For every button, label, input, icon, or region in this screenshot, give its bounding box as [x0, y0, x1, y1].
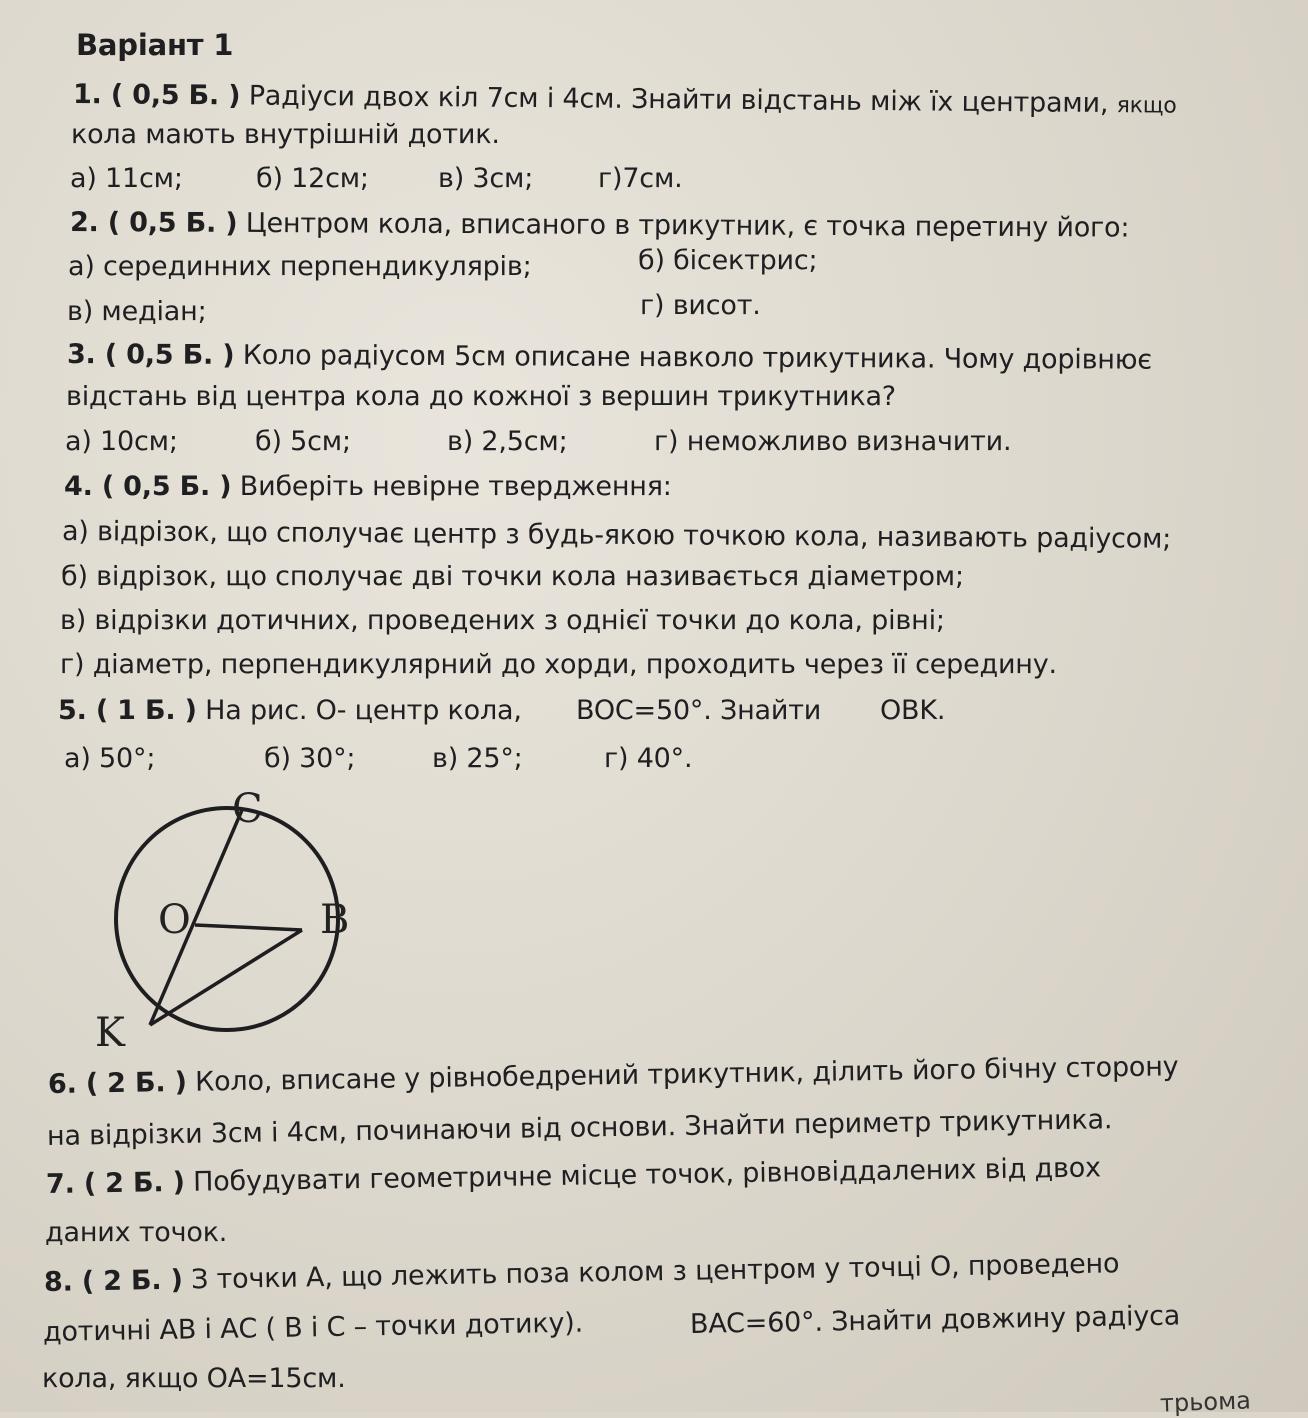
question-5-angle-given: BOC=50°. Знайти	[576, 695, 822, 726]
point-label-c: C	[232, 786, 263, 832]
point-label-o: O	[158, 897, 191, 943]
question-5-line-1	[58, 694, 522, 728]
question-5-option-b: б) 30°;	[264, 743, 356, 774]
question-8-text: З точки А, що лежить поза колом з центром у точці О, проведено	[190, 1248, 1120, 1296]
question-1-text: Радіуси двох кіл 7см і 4см. Знайти відстань між їх центрами,	[248, 80, 1109, 120]
question-5-text: На рис. О- центр кола,	[205, 695, 522, 726]
question-8-line-1	[44, 1247, 1120, 1300]
question-7-text: Побудувати геометричне місце точок, рівновіддалених від двох	[192, 1152, 1102, 1198]
question-3-number: 3. ( 0,5 Б. )	[66, 339, 235, 371]
point-label-b: B	[320, 897, 350, 943]
question-4-option-a: а) відрізок, що сполучає центр з будь-якою точкою кола, називають радіусом;	[61, 516, 1172, 555]
cut-off-text: трьома	[1159, 1386, 1252, 1418]
question-1-text-end: якщо	[1116, 93, 1177, 119]
question-5-angle-find: OBK.	[880, 695, 946, 726]
question-5-number: 5. ( 1 Б. )	[58, 695, 197, 726]
segment-ob	[195, 925, 302, 930]
question-4-line-1	[64, 470, 672, 504]
question-2-option-c: в) медіан;	[67, 296, 207, 327]
question-3-option-a: а) 10см;	[65, 426, 178, 457]
question-4-number: 4. ( 0,5 Б. )	[64, 471, 232, 502]
question-2-option-d: г) висот.	[640, 290, 761, 321]
question-2-number: 2. ( 0,5 Б. )	[69, 207, 238, 239]
question-2-option-a: а) серединних перпендикулярів;	[68, 251, 532, 282]
question-6-number: 6. ( 2 Б. )	[47, 1066, 187, 1100]
question-3-line-1	[67, 338, 1152, 378]
question-4-option-d: г) діаметр, перпендикулярний до хорди, проходить через її середину.	[60, 649, 1057, 680]
question-1-option-b: б) 12см;	[256, 163, 369, 194]
question-8-angle: BAC=60°. Знайти довжину радіуса	[689, 1300, 1181, 1340]
question-3-option-c: в) 2,5см;	[447, 426, 568, 457]
question-2-line-1	[70, 206, 1129, 246]
question-1-option-d: г)7см.	[598, 163, 683, 194]
question-8-line-3: кола, якщо ОА=15см.	[42, 1363, 346, 1394]
question-4-text: Виберіть невірне твердження:	[239, 471, 672, 502]
variant-title: Варіант 1	[76, 28, 234, 62]
question-5-option-c: в) 25°;	[432, 743, 523, 774]
segment-bk	[150, 930, 302, 1025]
question-2-option-b: б) бісектрис;	[638, 245, 818, 276]
question-5-option-a: а) 50°;	[64, 743, 156, 774]
question-7-line-2: даних точок.	[45, 1217, 228, 1248]
question-6-line-2: на відрізки 3см і 4см, починаючи від основи. Знайти периметр трикутника.	[46, 1104, 1113, 1152]
question-3-option-d: г) неможливо визначити.	[654, 426, 1012, 457]
question-1-line-1	[73, 78, 1177, 124]
question-1-number: 1. ( 0,5 Б. )	[72, 79, 241, 112]
question-1-option-a: а) 11см;	[70, 163, 183, 194]
question-3-text: Коло радіусом 5см описане навколо трикутника. Чому дорівнює	[242, 339, 1153, 376]
question-7-number: 7. ( 2 Б. )	[45, 1166, 185, 1200]
question-5-option-d: г) 40°.	[604, 743, 693, 774]
point-label-k: K	[95, 1010, 125, 1056]
question-8-line-2: дотичні АВ і АС ( В і С – точки дотику).	[42, 1307, 584, 1348]
question-4-option-c: в) відрізки дотичних, проведених з однієї точки до кола, рівні;	[60, 605, 945, 636]
question-3-line-2: відстань від центра кола до кожної з вершин трикутника?	[66, 381, 896, 412]
question-4-option-b: б) відрізок, що сполучає дві точки кола називається діаметром;	[61, 561, 964, 592]
question-1-option-c: в) 3см;	[438, 163, 534, 194]
question-7-line-1	[46, 1151, 1101, 1202]
question-2-text: Центром кола, вписаного в трикутник, є точка перетину його:	[245, 207, 1130, 244]
question-3-option-b: б) 5см;	[255, 426, 351, 457]
question-1-line-2: кола мають внутрішній дотик.	[71, 119, 500, 150]
question-8-number: 8. ( 2 Б. )	[43, 1264, 183, 1298]
question-6-text: Коло, вписане у рівнобедрений трикутник, ділить його бічну сторону	[194, 1051, 1179, 1098]
